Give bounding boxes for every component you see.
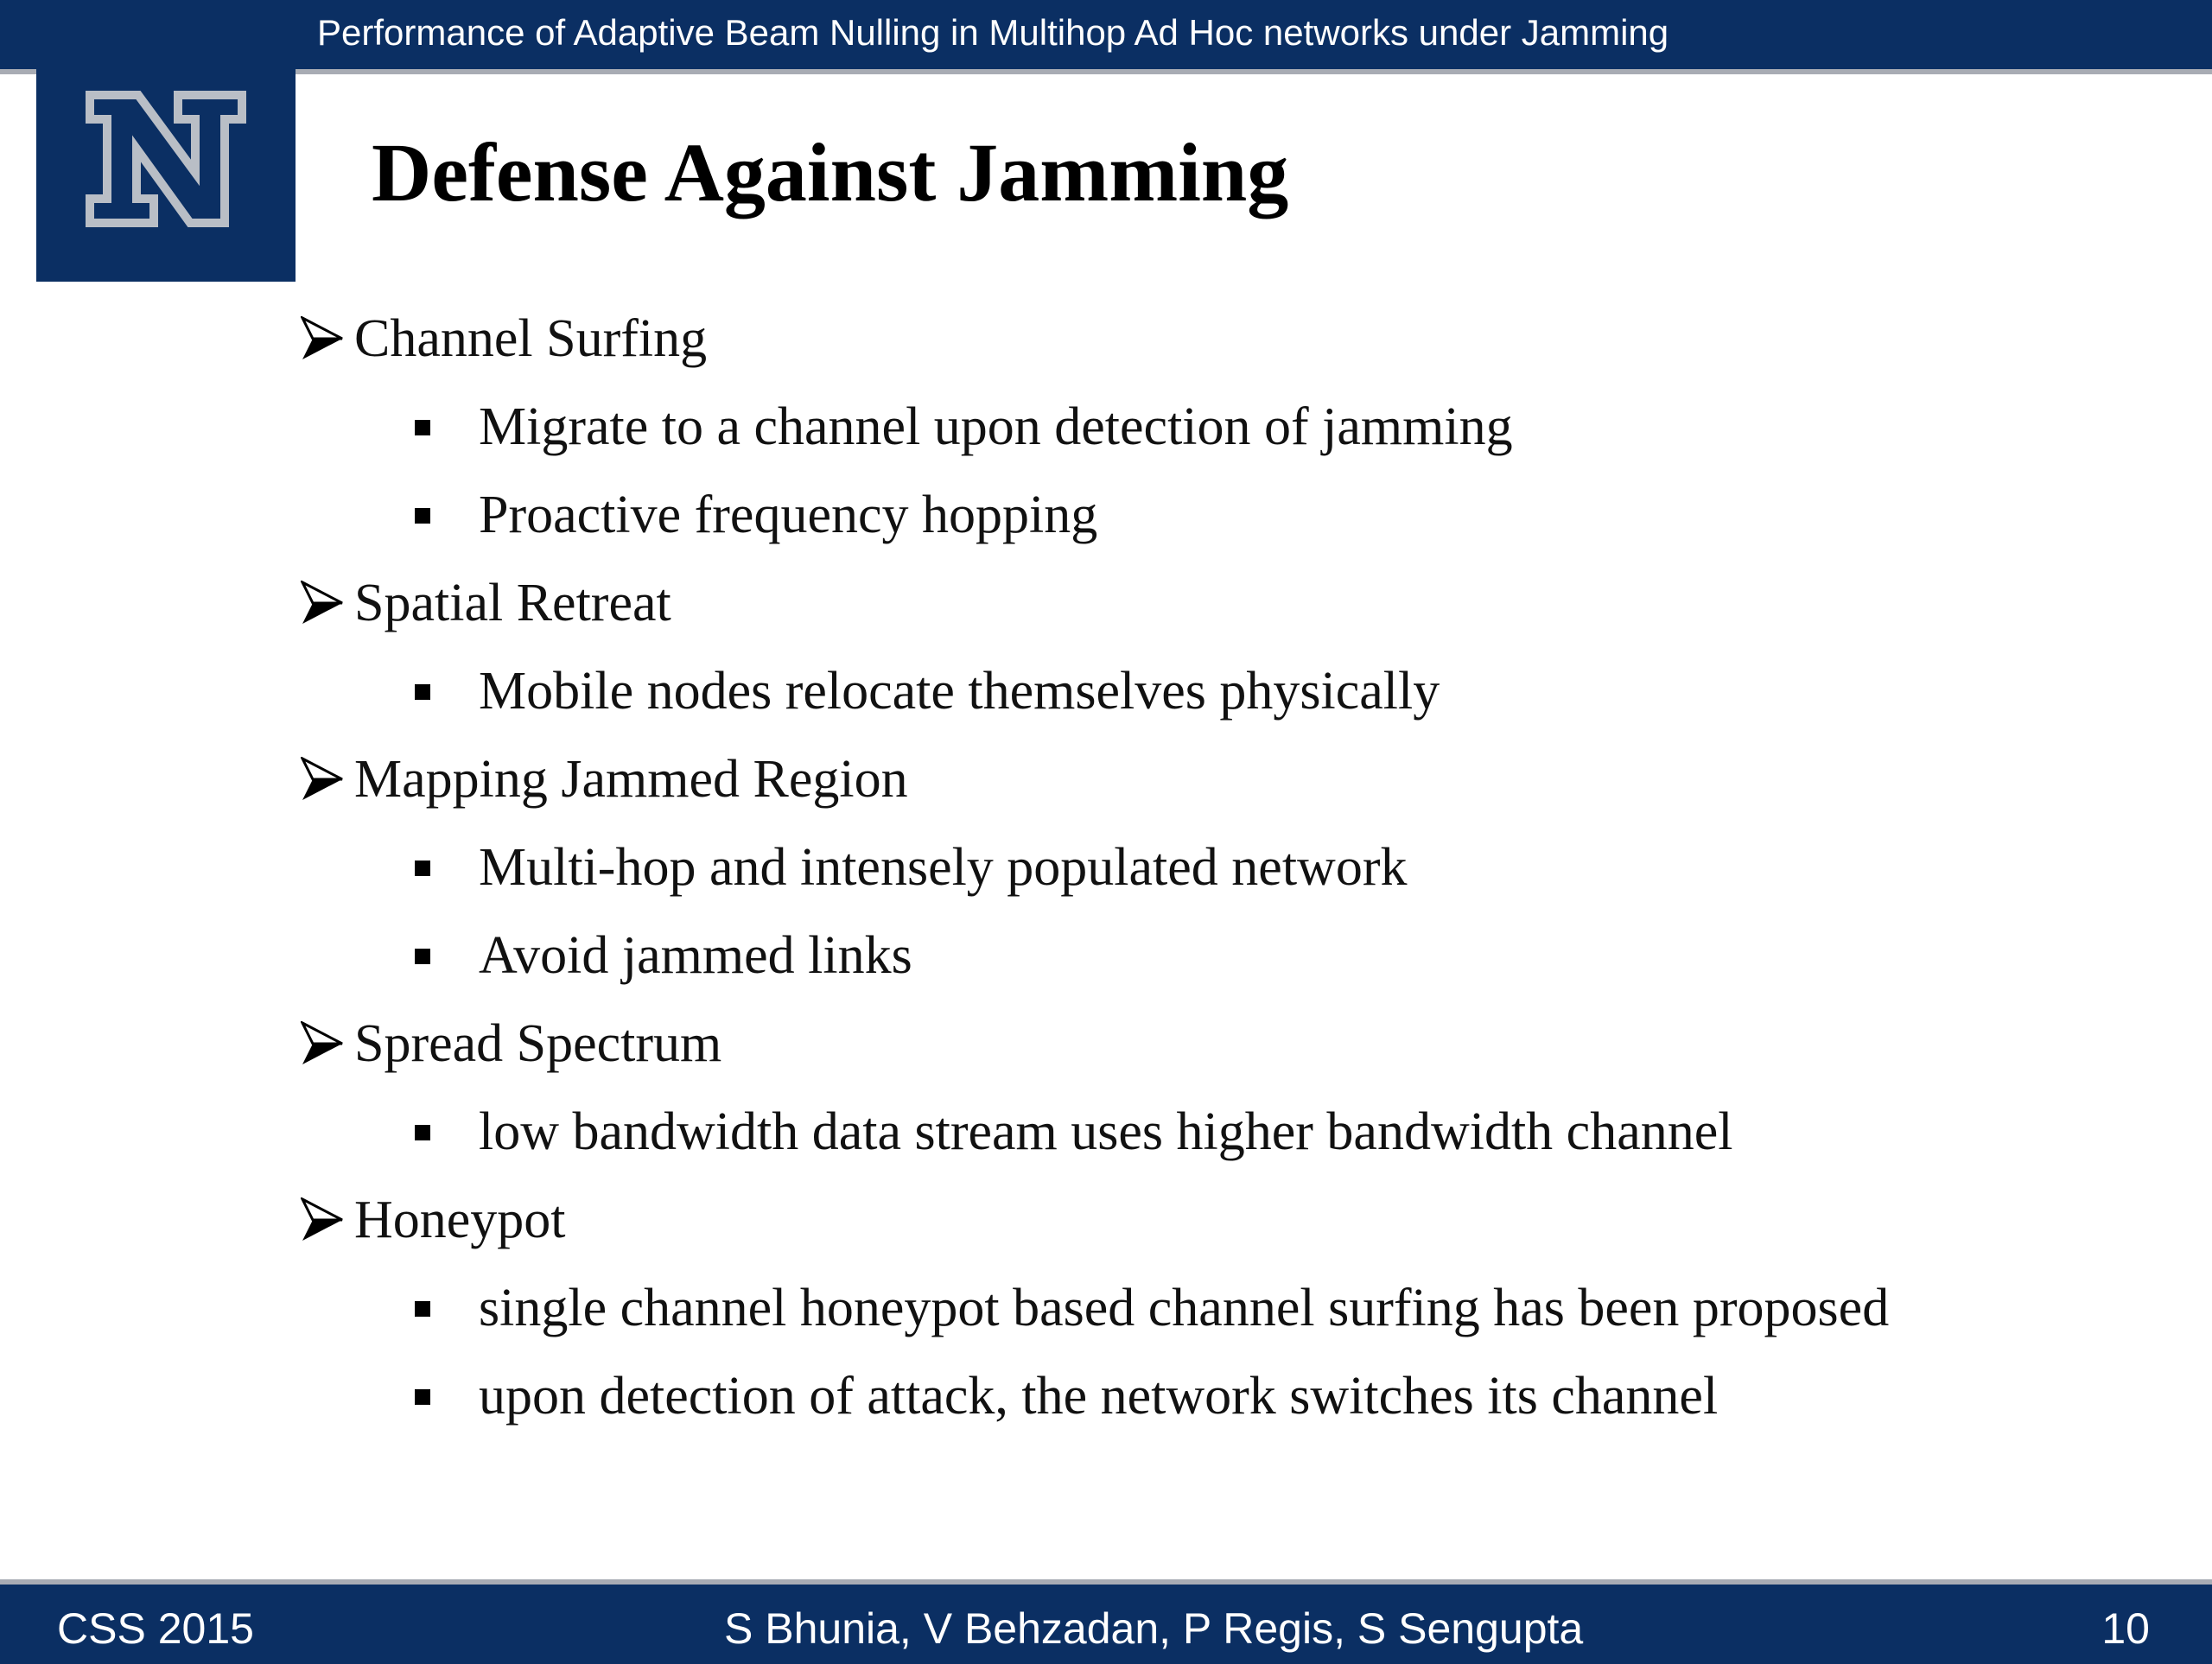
- arrow-bullet-icon: [301, 316, 344, 361]
- slide-title: Defense Against Jamming: [372, 126, 1289, 219]
- list-item: [301, 1273, 2158, 1362]
- page-number: 10: [2101, 1604, 2150, 1653]
- list-item: [301, 568, 2158, 657]
- header-banner: [0, 0, 2212, 74]
- square-bullet-icon: [415, 1389, 430, 1405]
- list-item: [301, 745, 2158, 833]
- square-bullet-icon: [415, 949, 430, 964]
- list-item: [301, 1097, 2158, 1185]
- sub-bullet-text: upon detection of attack, the network switches its channel: [479, 1367, 1719, 1426]
- bullet-text: Mapping Jammed Region: [354, 750, 908, 809]
- square-bullet-icon: [415, 861, 430, 876]
- square-bullet-icon: [415, 1301, 430, 1317]
- sub-bullet-text: Avoid jammed links: [479, 926, 912, 985]
- sub-bullet-text: low bandwidth data stream uses higher bandwidth channel: [479, 1102, 1733, 1161]
- square-bullet-icon: [415, 420, 430, 435]
- university-logo: [36, 69, 296, 282]
- bullet-text: Spread Spectrum: [354, 1014, 722, 1073]
- arrow-bullet-icon: [301, 757, 344, 802]
- footer-conference: CSS 2015: [57, 1604, 254, 1653]
- bullet-text: Honeypot: [354, 1191, 566, 1249]
- list-item: [301, 480, 2158, 568]
- sub-bullet-text: Migrate to a channel upon detection of jamming: [479, 397, 1513, 456]
- banner-title: Performance of Adaptive Beam Nulling in Multihop Ad Hoc networks under Jamming: [317, 12, 1669, 53]
- bullet-text: Spatial Retreat: [354, 574, 671, 632]
- arrow-bullet-icon: [301, 1197, 344, 1242]
- sub-bullet-text: Proactive frequency hopping: [479, 486, 1098, 544]
- footer-authors: S Bhunia, V Behzadan, P Regis, S Sengupta: [724, 1604, 1584, 1653]
- list-item: [301, 921, 2158, 1009]
- sub-bullet-text: single channel honeypot based channel surfing has been proposed: [479, 1279, 1890, 1337]
- arrow-bullet-icon: [301, 1021, 344, 1066]
- arrow-bullet-icon: [301, 581, 344, 626]
- sub-bullet-text: Mobile nodes relocate themselves physically: [479, 662, 1440, 721]
- list-item: [301, 657, 2158, 745]
- square-bullet-icon: [415, 1125, 430, 1140]
- footer-bar: [0, 1579, 2212, 1664]
- list-item: [301, 1185, 2158, 1273]
- list-item: [301, 392, 2158, 480]
- list-item: [301, 1009, 2158, 1097]
- square-bullet-icon: [415, 508, 430, 524]
- block-n-logo-icon: [85, 90, 247, 228]
- list-item: [301, 1362, 2158, 1450]
- square-bullet-icon: [415, 684, 430, 700]
- list-item: [301, 833, 2158, 921]
- list-item: [301, 304, 2158, 392]
- sub-bullet-text: Multi-hop and intensely populated network: [479, 838, 1408, 897]
- bullet-list: [301, 304, 2158, 1450]
- bullet-text: Channel Surfing: [354, 309, 708, 368]
